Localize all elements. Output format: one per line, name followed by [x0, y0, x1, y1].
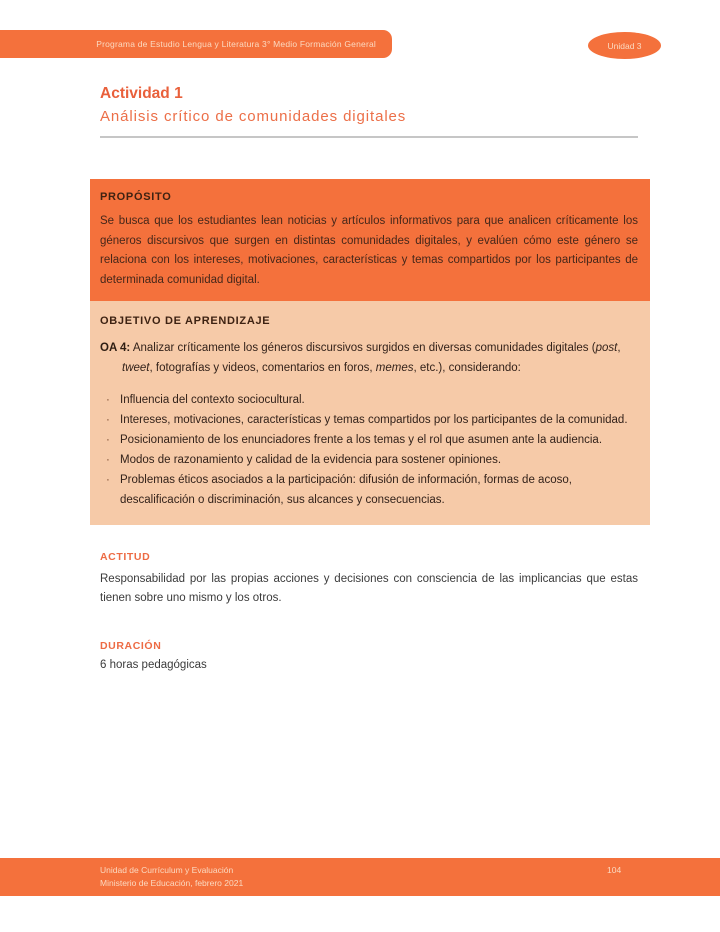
- proposito-heading: PROPÓSITO: [100, 191, 172, 203]
- footer-line-2: Ministerio de Educación, febrero 2021: [100, 878, 244, 888]
- activity-subtitle: Análisis crítico de comunidades digitales: [100, 108, 407, 125]
- actitud-section: [100, 551, 638, 607]
- footer-credits: [100, 864, 243, 890]
- bullet-item: · Modos de razonamiento y calidad de la evidencia para sostener opiniones.: [100, 450, 638, 470]
- bullet-item: · Intereses, motivaciones, características y temas compartidos por los participantes de la comunidad.: [100, 410, 638, 430]
- actitud-body: Responsabilidad por las propias acciones y decisiones con consciencia de las implicancias que estas tienen sobre uno mismo y los otros.: [100, 573, 638, 604]
- unit-badge-label: Unidad 3: [607, 40, 642, 51]
- header-program-bar: [0, 30, 392, 58]
- duracion-body: 6 horas pedagógicas: [100, 659, 207, 671]
- header-program-label: Programa de Estudio Lengua y Literatura 3° Medio Formación General: [96, 39, 376, 49]
- oa-label: OA 4:: [100, 342, 131, 354]
- oa-paragraph: [100, 338, 638, 378]
- objetivo-bullet-list: [100, 390, 638, 510]
- content-boxes: [90, 179, 650, 525]
- page-number: 104: [607, 865, 622, 875]
- objetivo-heading: OBJETIVO DE APRENDIZAJE: [100, 315, 271, 327]
- oa-text-segment: , etc.), considerando:: [413, 362, 521, 374]
- title-divider: [100, 136, 638, 138]
- oa-text-segment: , fotografías y videos, comentarios en foros,: [149, 362, 376, 374]
- oa-text-segment: ,: [617, 342, 621, 354]
- actitud-heading: ACTITUD: [100, 551, 151, 563]
- bullet-item: · Influencia del contexto sociocultural.: [100, 390, 638, 410]
- duracion-section: [100, 640, 638, 671]
- oa-text-segment: Analizar críticamente los géneros discursivos surgidos en diversas comunidades digitales (: [132, 342, 596, 354]
- footer-line-1: Unidad de Currículum y Evaluación: [100, 865, 234, 875]
- oa-italic-tweet: tweet: [122, 362, 150, 374]
- duracion-heading: DURACIÓN: [100, 640, 162, 652]
- proposito-box: [90, 179, 650, 301]
- bullet-item: · Problemas éticos asociados a la participación: difusión de información, formas de acoso, descalificación o discriminación, sus alcances y consecuencias.: [100, 470, 638, 510]
- objetivo-box: [90, 301, 650, 525]
- oa-italic-memes: memes: [375, 362, 414, 374]
- activity-title: Actividad 1: [100, 85, 183, 102]
- proposito-body: Se busca que los estudiantes lean noticias y artículos informativos para que analicen críticamente los géneros discursivos que surgen en distintas comunidades digitales, y evalúen cómo este género se relaciona con los intereses, motivaciones, características y temas compartidos por los participantes de determinada comunidad digital.: [100, 215, 638, 286]
- unit-badge: [588, 32, 661, 59]
- oa-italic-post: post: [595, 342, 618, 354]
- bullet-item: · Posicionamiento de los enunciadores frente a los temas y el rol que asumen ante la audiencia.: [100, 430, 638, 450]
- footer-bar: [0, 858, 720, 896]
